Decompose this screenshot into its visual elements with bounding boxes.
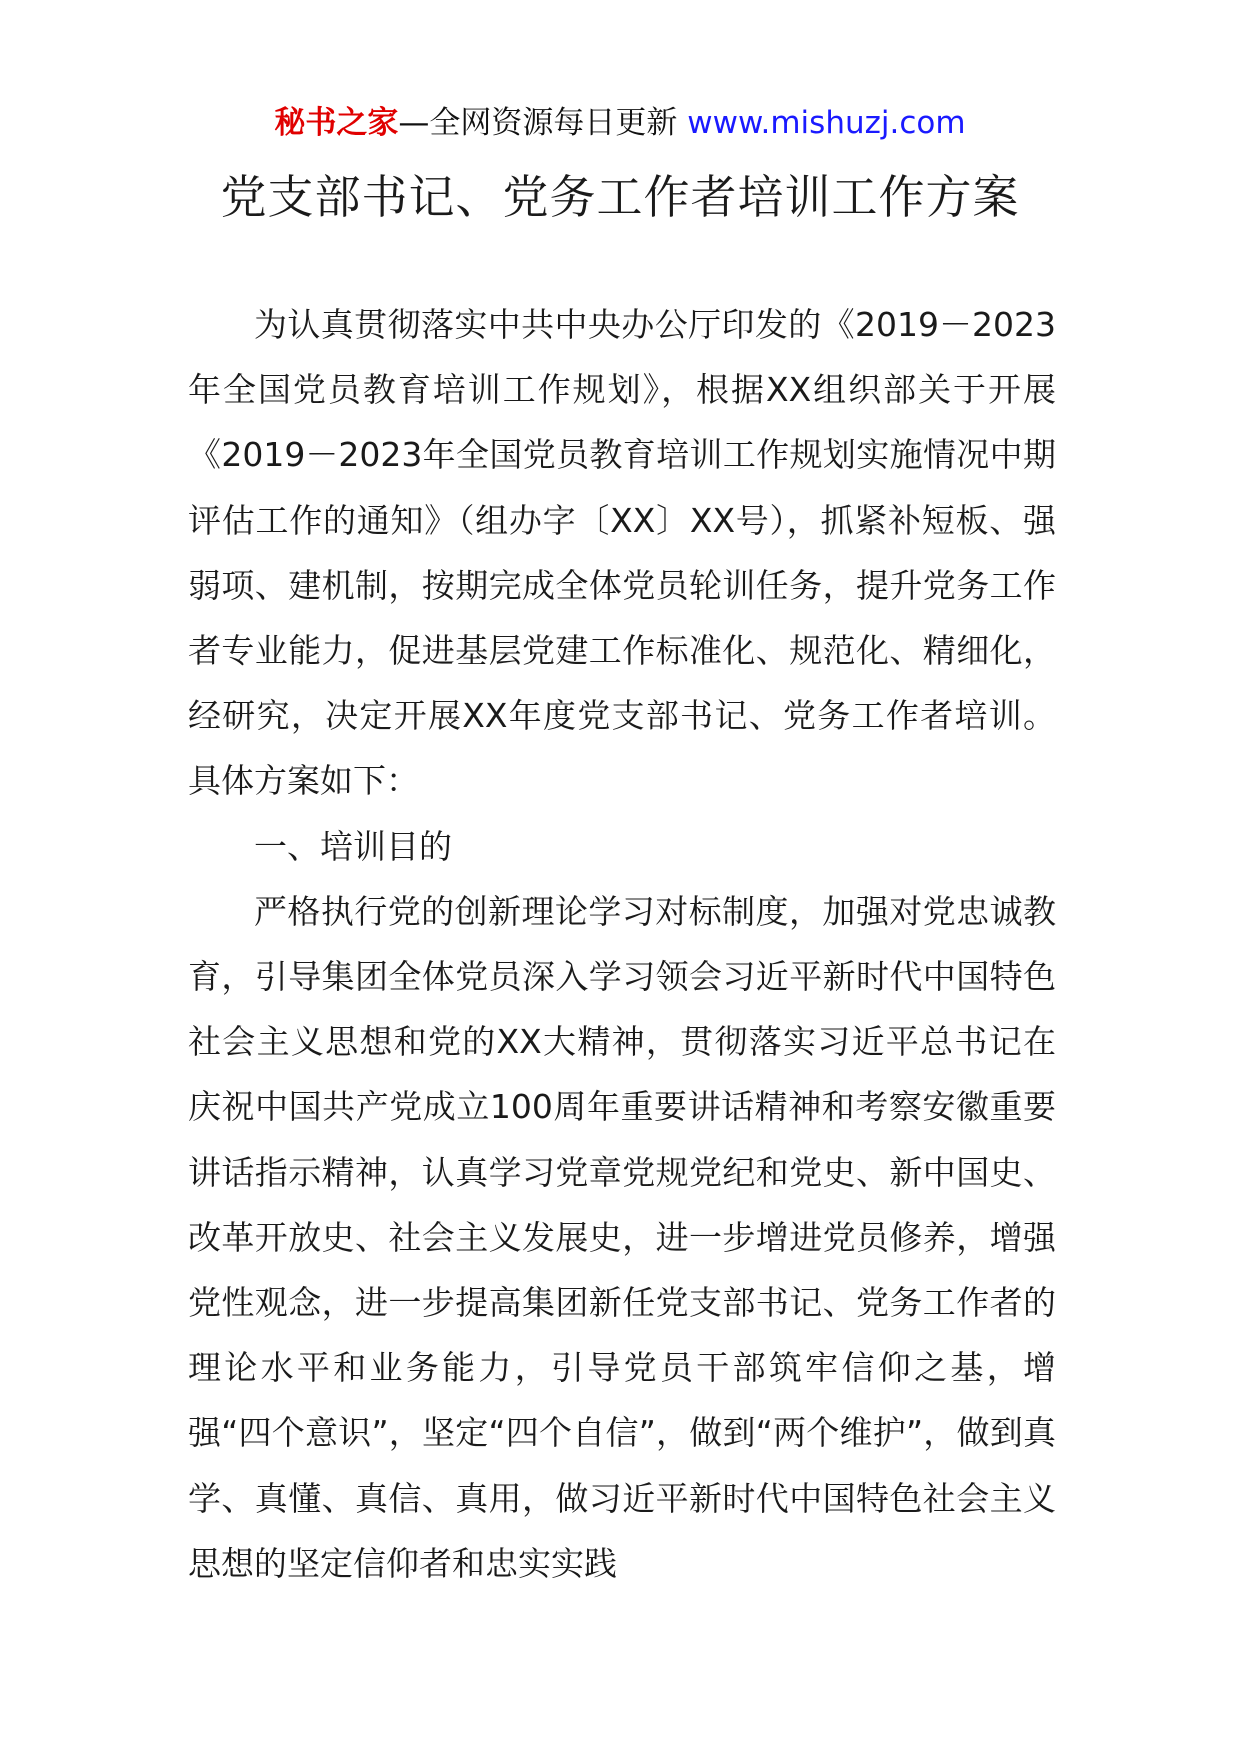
site-url-link[interactable]: www.mishuzj.com — [687, 105, 966, 141]
document-body — [188, 292, 1056, 1596]
intro-paragraph: 为认真贯彻落实中共中央办公厅印发的《2019－2023年全国党员教育培训工作规划》，根据XX组织部关于开展《2019－2023年全国党员教育培训工作规划实施情况中期评估工作的通知》（组办字〔XX〕XX号），抓紧补短板、强弱项、建机制，按期完成全体党员轮训任务，提升党务工作者专业能力，促进基层党建工作标准化、规范化、精细化，经研究，决定开展XX年度党支部书记、党务工作者培训。具体方案如下： — [188, 305, 1056, 801]
header-slogan: —全网资源每日更新 — [398, 105, 678, 141]
document-title: 党支部书记、党务工作者培训工作方案 — [220, 170, 1020, 224]
section-heading-purpose: 一、培训目的 — [254, 826, 452, 866]
purpose-paragraph: 严格执行党的创新理论学习对标制度，加强对党忠诚教育，引导集团全体党员深入学习领会习近平新时代中国特色社会主义思想和党的XX大精神，贯彻落实习近平总书记在庆祝中国共产党成立100周年重要讲话精神和考察安徽重要讲话指示精神，认真学习党章党规党纪和党史、新中国史、改革开放史、社会主义发展史，进一步增进党员修养，增强党性观念，进一步提高集团新任党支部书记、党务工作者的理论水平和业务能力，引导党员干部筑牢信仰之基，增强“四个意识”，坚定“四个自信”，做到“两个维护”，做到真学、真懂、真信、真用，做习近平新时代中国特色社会主义思想的坚定信仰者和忠实实践 — [188, 891, 1056, 1583]
brand-name: 秘书之家 — [274, 105, 399, 141]
site-header — [0, 102, 1240, 144]
